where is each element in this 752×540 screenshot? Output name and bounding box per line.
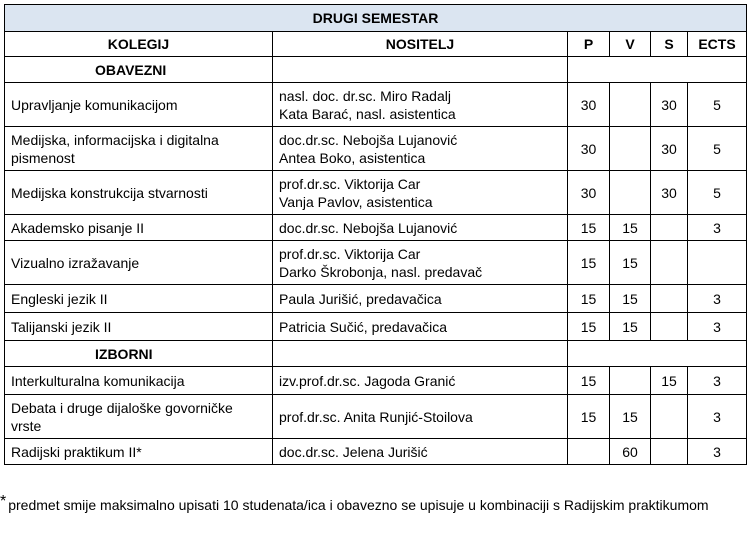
table-title: DRUGI SEMESTAR	[5, 5, 747, 32]
lecturer-name: Patricia Sučić, predavačica	[279, 318, 448, 335]
p-value: 15	[568, 395, 610, 439]
course-name: Engleski jezik II	[5, 285, 273, 313]
ects-value: 3	[688, 439, 747, 465]
section-label: IZBORNI	[5, 341, 273, 367]
s-value: 30	[651, 127, 688, 171]
ects-value: 3	[688, 367, 747, 395]
p-value: 15	[568, 367, 610, 395]
table-row	[5, 127, 747, 171]
v-value	[610, 127, 651, 171]
course-name: Radijski praktikum II*	[5, 439, 273, 465]
v-value	[610, 171, 651, 215]
header-kolegij: KOLEGIJ	[5, 32, 273, 57]
lecturer-name: prof.dr.sc. Viktorija Car	[279, 245, 421, 262]
course-name: Akademsko pisanje II	[5, 215, 273, 241]
v-value	[610, 83, 651, 127]
elective-courses	[5, 367, 747, 465]
table-row	[5, 367, 747, 395]
table-row	[5, 285, 747, 313]
lecturer-cell	[273, 127, 568, 171]
lecturer-cell	[273, 215, 568, 241]
footnote-text: predmet smije maksimalno upisati 10 studenata/ica i obavezno se upisuje u kombinaciji s Radijskim praktikumom	[8, 497, 709, 513]
header-p: P	[568, 32, 610, 57]
lecturer-name: prof.dr.sc. Anita Runjić-Stoilova	[279, 408, 473, 425]
table-row	[5, 395, 747, 439]
header-s: S	[651, 32, 688, 57]
v-value: 15	[610, 215, 651, 241]
lecturer-cell	[273, 313, 568, 341]
s-value	[651, 215, 688, 241]
ects-value: 3	[688, 215, 747, 241]
table-row	[5, 171, 747, 215]
ects-value: 3	[688, 285, 747, 313]
s-value	[651, 439, 688, 465]
course-name: Debata i druge dijaloške govorničke vrste	[5, 395, 273, 439]
course-name: Upravljanje komunikacijom	[5, 83, 273, 127]
v-value: 15	[610, 241, 651, 285]
lecturer-cell	[273, 241, 568, 285]
lecturer-name: izv.prof.dr.sc. Jagoda Granić	[279, 372, 456, 389]
lecturer-name: doc.dr.sc. Jelena Jurišić	[279, 443, 428, 460]
section-row-mandatory	[5, 57, 747, 83]
lecturer-name: Kata Barać, nasl. asistentica	[279, 105, 456, 122]
header-v: V	[610, 32, 651, 57]
s-value	[651, 241, 688, 285]
v-value	[610, 367, 651, 395]
s-value	[651, 395, 688, 439]
p-value: 30	[568, 127, 610, 171]
course-table	[4, 4, 747, 465]
lecturer-name: prof.dr.sc. Viktorija Car	[279, 175, 421, 192]
course-name: Medijska, informacijska i digitalna pismenost	[5, 127, 273, 171]
footnote-marker: *	[0, 493, 7, 510]
table-row	[5, 241, 747, 285]
p-value: 30	[568, 171, 610, 215]
lecturer-cell	[273, 171, 568, 215]
lecturer-name: Darko Škrobonja, nasl. predavač	[279, 263, 483, 280]
lecturer-cell	[273, 83, 568, 127]
v-value: 15	[610, 285, 651, 313]
course-name: Talijanski jezik II	[5, 313, 273, 341]
mandatory-courses	[5, 83, 747, 341]
lecturer-cell	[273, 439, 568, 465]
lecturer-cell	[273, 285, 568, 313]
table-row	[5, 215, 747, 241]
s-value	[651, 285, 688, 313]
ects-value: 5	[688, 127, 747, 171]
s-value	[651, 313, 688, 341]
lecturer-name: nasl. doc. dr.sc. Miro Radalj	[279, 87, 451, 104]
s-value: 30	[651, 83, 688, 127]
header-nositelj: NOSITELJ	[273, 32, 568, 57]
ects-value: 5	[688, 83, 747, 127]
course-name: Medijska konstrukcija stvarnosti	[5, 171, 273, 215]
v-value: 15	[610, 395, 651, 439]
lecturer-name: Antea Boko, asistentica	[279, 149, 426, 166]
section-row-elective	[5, 341, 747, 367]
lecturer-cell	[273, 395, 568, 439]
ects-value: 3	[688, 395, 747, 439]
title-row	[5, 5, 747, 32]
s-value: 15	[651, 367, 688, 395]
table-row	[5, 313, 747, 341]
lecturer-name: doc.dr.sc. Nebojša Lujanović	[279, 131, 458, 148]
section-label: OBAVEZNI	[5, 57, 273, 83]
footnote	[0, 492, 750, 515]
lecturer-cell	[273, 367, 568, 395]
ects-value: 3	[688, 313, 747, 341]
p-value	[568, 439, 610, 465]
header-row	[5, 32, 747, 57]
s-value: 30	[651, 171, 688, 215]
lecturer-name: doc.dr.sc. Nebojša Lujanović	[279, 219, 458, 236]
p-value: 15	[568, 241, 610, 285]
table-row	[5, 439, 747, 465]
lecturer-name: Vanja Pavlov, asistentica	[279, 193, 433, 210]
v-value: 15	[610, 313, 651, 341]
header-ects: ECTS	[688, 32, 747, 57]
ects-value	[688, 241, 747, 285]
p-value: 15	[568, 285, 610, 313]
p-value: 15	[568, 215, 610, 241]
table-row	[5, 83, 747, 127]
p-value: 15	[568, 313, 610, 341]
course-name: Interkulturalna komunikacija	[5, 367, 273, 395]
lecturer-name: Paula Jurišić, predavačica	[279, 290, 442, 307]
p-value: 30	[568, 83, 610, 127]
v-value: 60	[610, 439, 651, 465]
ects-value: 5	[688, 171, 747, 215]
course-name: Vizualno izražavanje	[5, 241, 273, 285]
